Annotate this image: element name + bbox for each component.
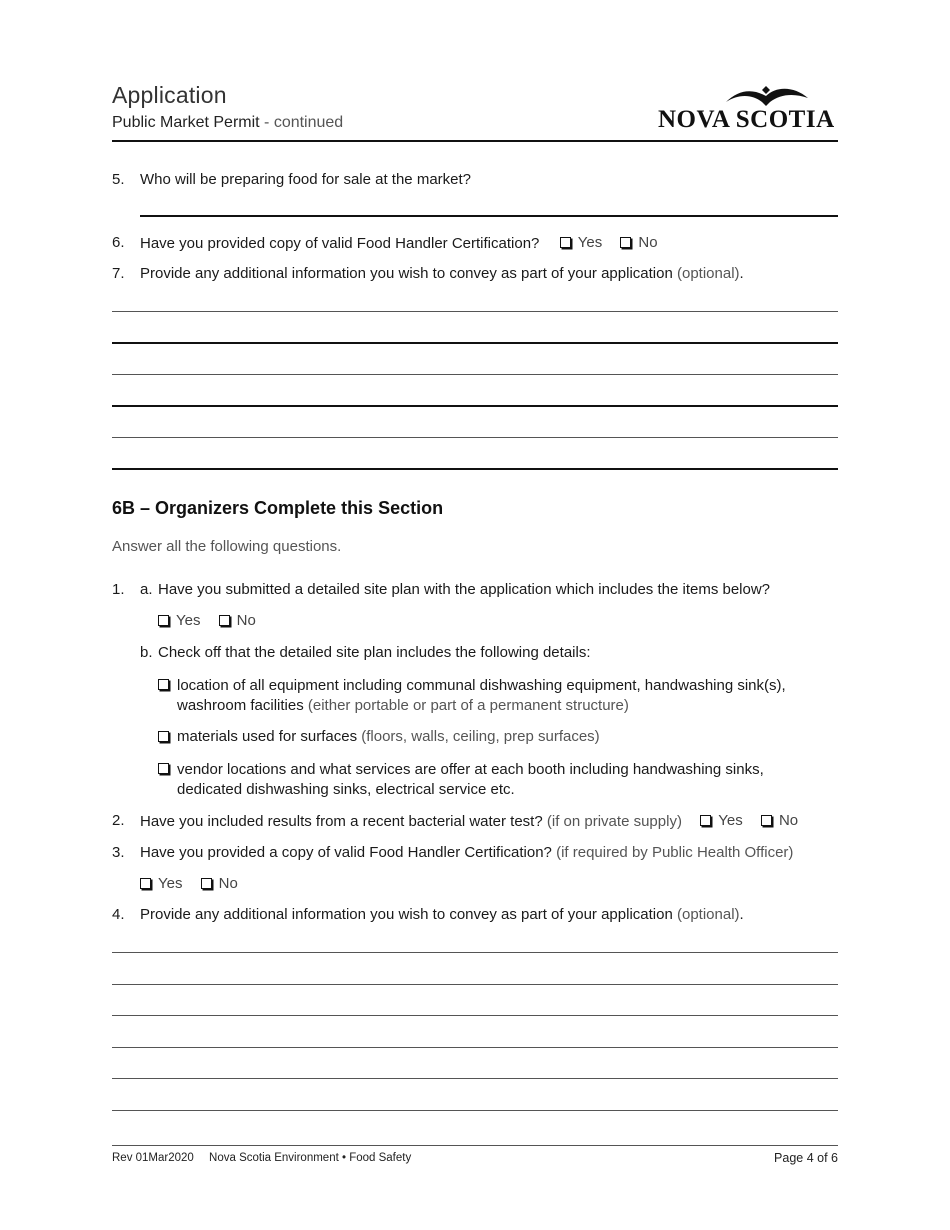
s6b-q1b-label: b. <box>140 644 153 661</box>
s6b-q1b-text: Check off that the detailed site plan includes the following details: <box>158 644 591 661</box>
s6b-q4-answer-line[interactable] <box>112 1047 838 1048</box>
s6b-q3-no-label: No <box>218 875 238 892</box>
s6b-q2-row <box>140 812 812 830</box>
s6b-q1-number: 1. <box>112 581 125 598</box>
q7-text: Provide any additional information you wish to convey as part of your application <box>140 265 673 282</box>
q6-no-label: No <box>638 234 658 251</box>
site-plan-item-checkbox[interactable] <box>158 728 176 746</box>
subtitle-suffix: - continued <box>259 114 344 131</box>
s6b-q3-options <box>140 875 252 893</box>
s6b-q4-note: (optional) <box>676 906 740 923</box>
s6b-q1a-label: a. <box>140 581 153 598</box>
s6b-q2-text: Have you included results from a recent bacterial water test? <box>140 813 543 830</box>
q6-number: 6. <box>112 234 125 251</box>
s6b-q1a-options <box>158 612 270 630</box>
checkbox-icon[interactable] <box>140 878 151 889</box>
site-plan-item-note: (either portable or part of a permanent structure) <box>307 697 629 714</box>
q5-answer-line[interactable] <box>140 215 838 217</box>
footer-divider <box>112 1145 838 1146</box>
checkbox-icon[interactable] <box>219 615 230 626</box>
s6b-q1a-no-label: No <box>236 612 256 629</box>
header-divider <box>112 140 838 142</box>
s6b-q4-answer-line[interactable] <box>112 1015 838 1016</box>
q6-yes-option[interactable] <box>560 234 602 251</box>
s6b-q2-no-option[interactable] <box>761 812 798 829</box>
subtitle-text: Public Market Permit <box>112 114 260 131</box>
site-plan-item-text: materials used for surfaces <box>177 728 358 745</box>
q7-answer-line[interactable] <box>112 468 838 470</box>
site-plan-item <box>177 728 600 745</box>
s6b-q3-text: Have you provided a copy of valid Food Handler Certification? <box>140 844 552 861</box>
site-plan-item-checkbox[interactable] <box>158 760 176 778</box>
site-plan-item-checkbox[interactable] <box>158 676 176 694</box>
checkbox-icon[interactable] <box>158 731 169 742</box>
q7-answer-line[interactable] <box>112 405 838 407</box>
checkbox-icon[interactable] <box>201 878 212 889</box>
q7-answer-line[interactable] <box>112 374 838 375</box>
footer-info <box>112 1152 423 1164</box>
s6b-q1a-text: Have you submitted a detailed site plan with the application which includes the items below? <box>158 581 771 598</box>
section-6b-title: 6B – Organizers Complete this Section <box>112 498 444 518</box>
s6b-q2-number: 2. <box>112 812 125 829</box>
s6b-q2-note: (if on private supply) <box>546 813 682 830</box>
q7-row <box>140 265 744 282</box>
s6b-q2-no-label: No <box>778 812 799 829</box>
s6b-q4-end: . <box>739 906 744 923</box>
s6b-q1a-yes-option[interactable] <box>158 612 200 629</box>
s6b-q4-row <box>140 906 744 923</box>
q7-answer-line[interactable] <box>112 311 838 312</box>
s6b-q4-answer-line[interactable] <box>112 1110 838 1111</box>
q6-no-option[interactable] <box>620 234 657 251</box>
checkbox-icon[interactable] <box>158 763 169 774</box>
s6b-q4-answer-line[interactable] <box>112 952 838 953</box>
s6b-q3-number: 3. <box>112 844 125 861</box>
page-number: Page 4 of 6 <box>774 1151 838 1165</box>
s6b-q4-number: 4. <box>112 906 125 923</box>
page-title: Application <box>112 82 227 108</box>
s6b-q3-row <box>140 844 793 861</box>
q7-number: 7. <box>112 265 125 282</box>
q7-note: (optional) <box>676 265 740 282</box>
s6b-q1a-no-option[interactable] <box>219 612 256 629</box>
site-plan-item-note: (floors, walls, ceiling, prep surfaces) <box>361 728 600 745</box>
checkbox-icon[interactable] <box>158 679 169 690</box>
page-subtitle <box>112 114 343 132</box>
checkbox-icon[interactable] <box>700 815 711 826</box>
s6b-q1a-yes-label: Yes <box>176 612 201 629</box>
s6b-q4-answer-line[interactable] <box>112 1078 838 1079</box>
site-plan-item-text: location of all equipment including communal dishwashing equipment, handwashing sink(s), washroom facilities <box>177 677 786 714</box>
s6b-q4-text: Provide any additional information you wish to convey as part of your application <box>140 906 673 923</box>
site-plan-item <box>177 760 787 800</box>
section-6b-instruction: Answer all the following questions. <box>112 538 342 555</box>
s6b-q3-no-option[interactable] <box>201 875 238 892</box>
checkbox-icon[interactable] <box>560 237 571 248</box>
q6-text: Have you provided copy of valid Food Handler Certification? <box>140 235 540 252</box>
s6b-q3-note: (if required by Public Health Officer) <box>556 844 794 861</box>
q7-end: . <box>739 265 744 282</box>
s6b-q4-answer-line[interactable] <box>112 984 838 985</box>
s6b-q2-yes-option[interactable] <box>700 812 742 829</box>
site-plan-item <box>177 676 817 716</box>
s6b-q3-yes-option[interactable] <box>140 875 182 892</box>
q5-text: Who will be preparing food for sale at the market? <box>140 171 472 188</box>
s6b-q2-yes-label: Yes <box>718 812 743 829</box>
site-plan-item-text: vendor locations and what services are offer at each booth including handwashing sinks, dedicated dishwashing sinks, electrical service etc. <box>177 761 764 798</box>
checkbox-icon[interactable] <box>620 237 631 248</box>
organization-label: Nova Scotia Environment • Food Safety <box>209 1152 412 1164</box>
s6b-q3-yes-label: Yes <box>158 875 183 892</box>
q6-row <box>140 234 672 252</box>
q6-yes-label: Yes <box>577 234 603 251</box>
q7-answer-line[interactable] <box>112 437 838 438</box>
checkbox-icon[interactable] <box>158 615 169 626</box>
q5-number: 5. <box>112 171 125 188</box>
logo-wordmark: NOVA SCOTIA <box>658 106 835 133</box>
checkbox-icon[interactable] <box>761 815 772 826</box>
revision-label: Rev 01Mar2020 <box>112 1152 194 1164</box>
q7-answer-line[interactable] <box>112 342 838 344</box>
nova-scotia-logo <box>658 84 838 134</box>
